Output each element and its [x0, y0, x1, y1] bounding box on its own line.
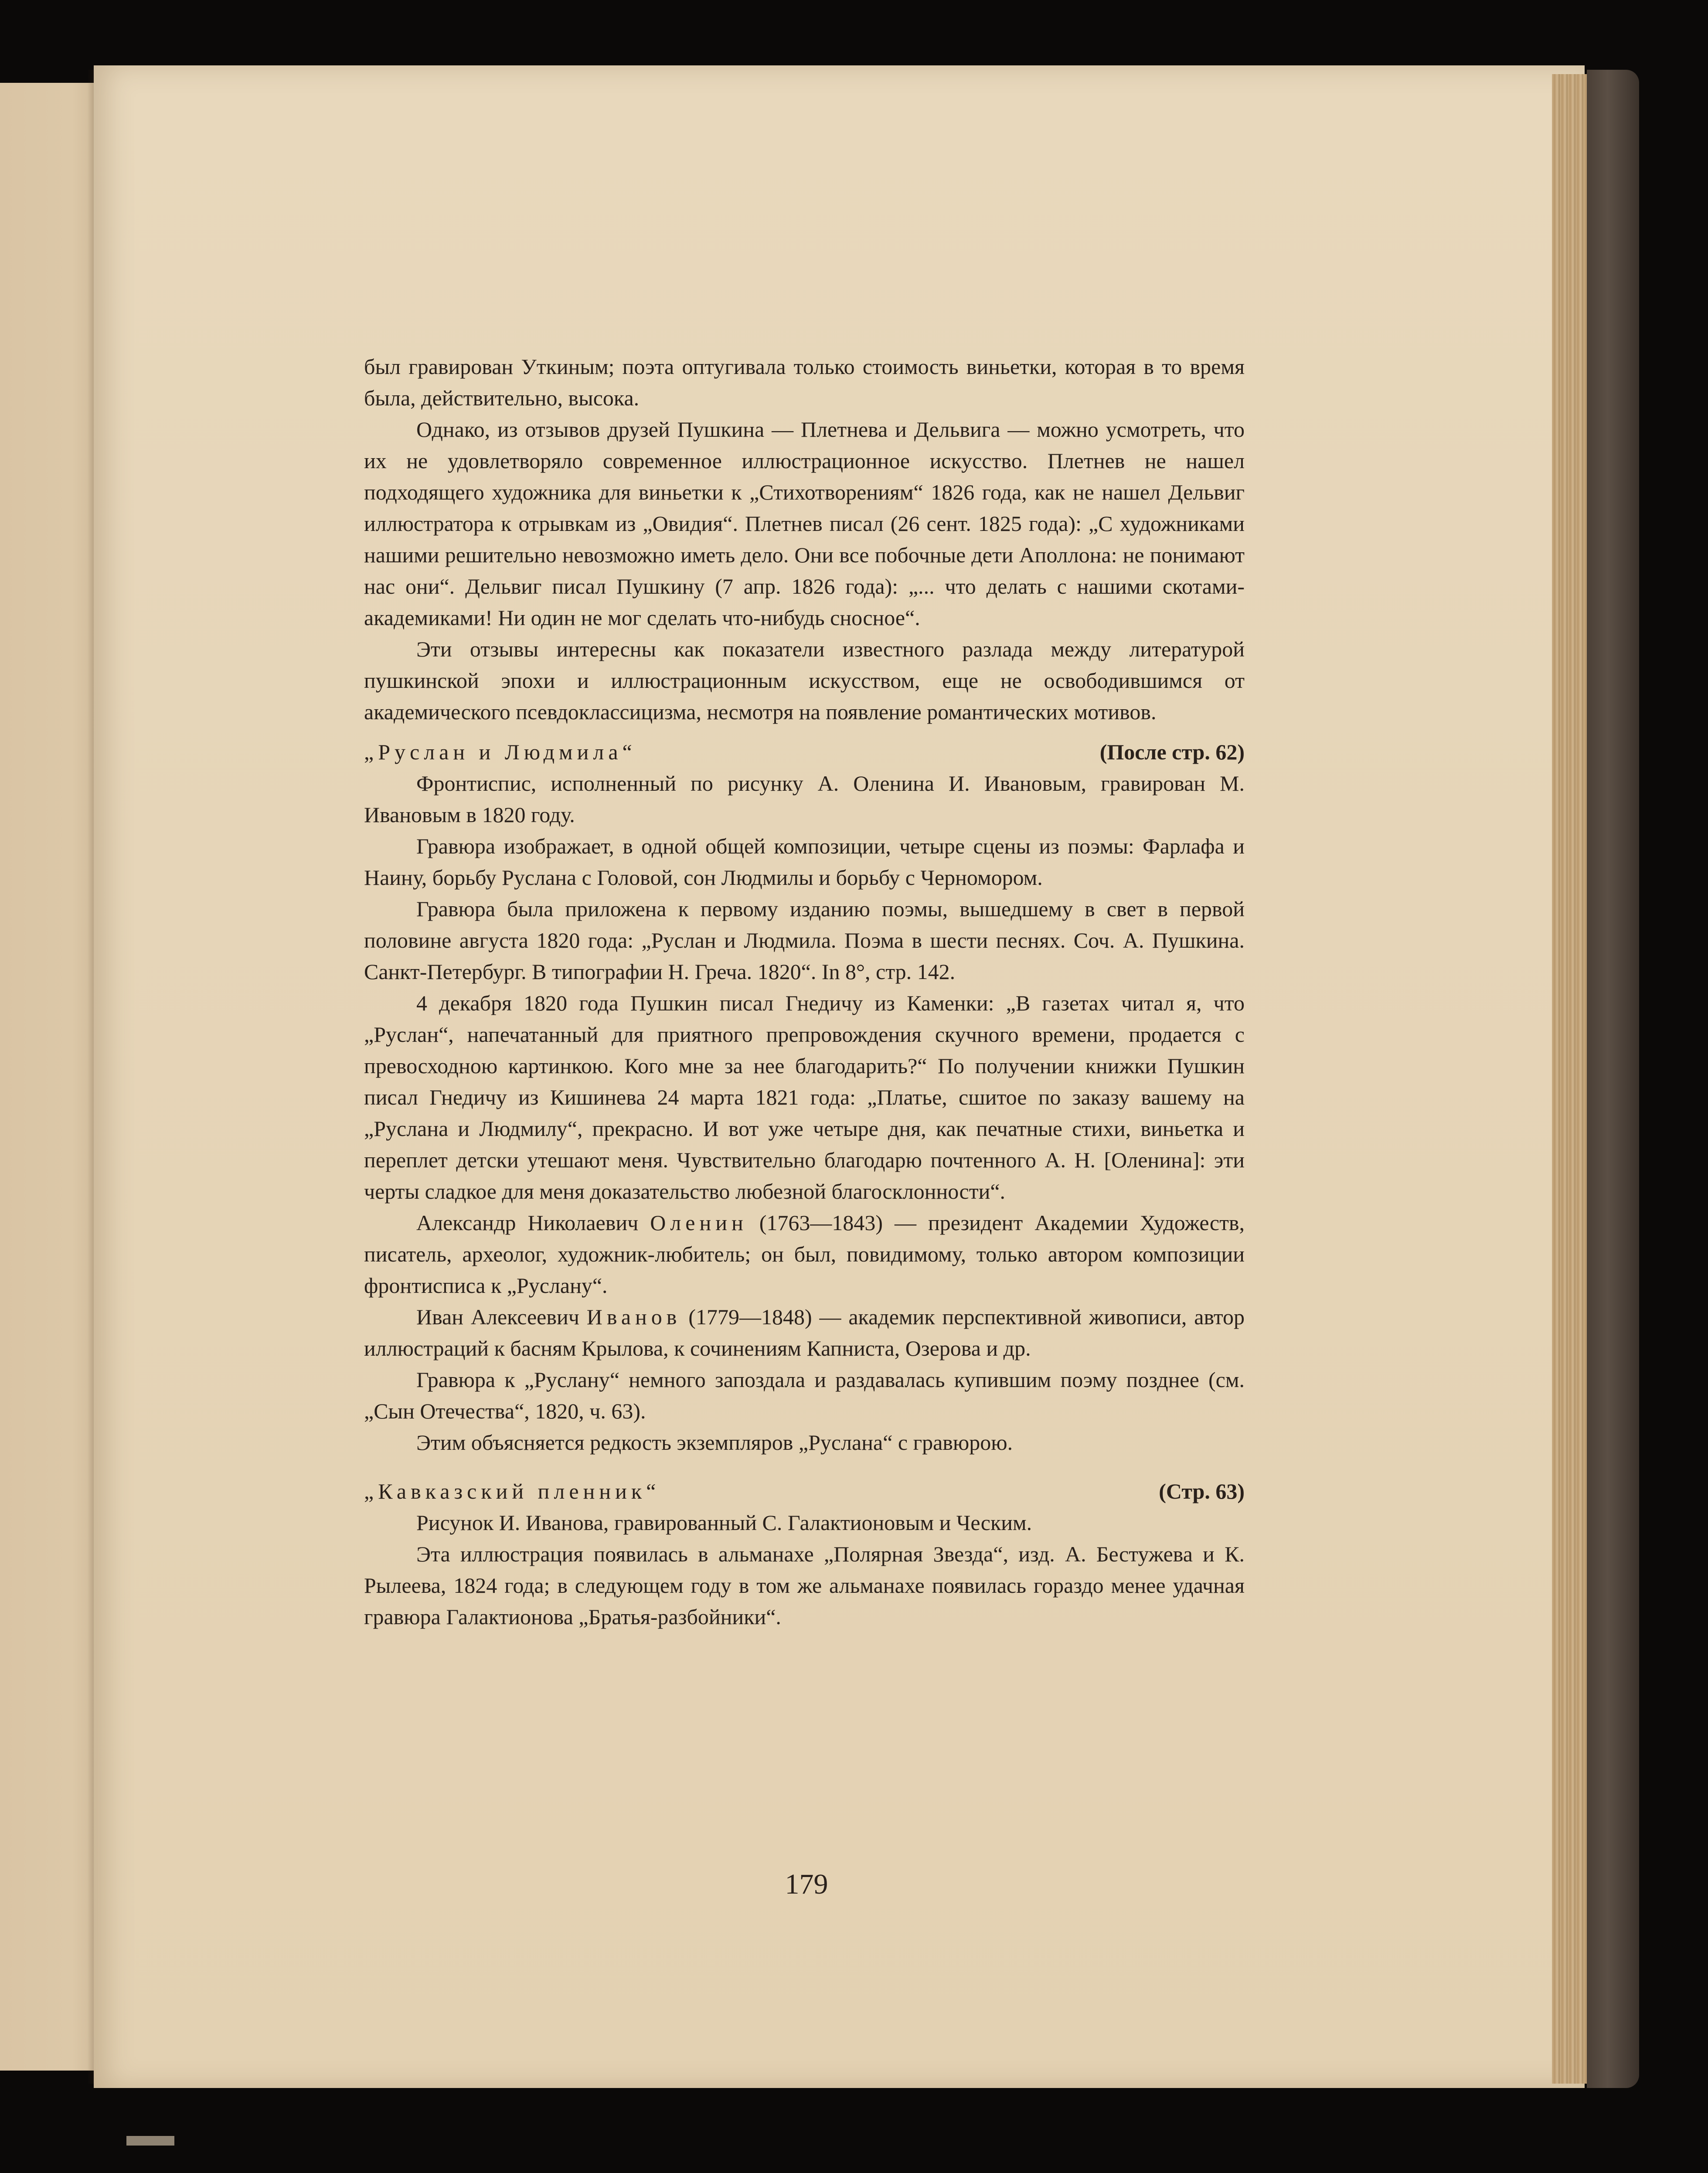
paragraph: Однако, из отзывов друзей Пушкина — Плетнева и Дельвига — можно усмотреть, что их не удовлетворяло современное иллюстрационное искусство. Плетнев не нашел подходящего художника для виньетки к „Стихотворениям“ 1826 года, как не нашел Дельвиг иллюстратора к отрывкам из „Овидия“. Плетнев писал (26 сент. 1825 года): „С художниками нашими решительно невозможно иметь дело. Они все побочные дети Аполлона: не понимают нас они“. Дельвиг писал Пушкину (7 апр. 1826 года): „... что делать с нашими скотами-академиками! Ни один не мог сделать что-нибудь сносное“. [364, 417, 1245, 630]
section-page-ref: (Стр. 63) [1159, 1479, 1245, 1503]
page-number: 179 [785, 1868, 828, 1900]
paragraph: 4 декабря 1820 года Пушкин писал Гнедичу из Каменки: „В газетах читал я, что „Руслан“, напечатанный для приятного препровождения скучного времени, продается с превосходною картинкою. Кого мне за нее благодарить?“ По получении книжки Пушкин писал Гнедичу из Кишинева 24 марта 1821 года: „Платье, сшитое по заказу вашему на „Руслана и Людмилу“, прекрасно. И вот уже четыре дня, как печатные стихи, виньетка и переплет детски утешают меня. Чувствительно благодарю почтенного А. Н. [Оленина]: эти черты сладкое для меня доказательство любезной благосклонности“. [364, 991, 1245, 1204]
paragraph [364, 1301, 1245, 1364]
paragraph: Гравюра была приложена к первому изданию поэмы, вышедшему в свет в первой половине августа 1820 года: „Руслан и Людмила. Поэма в шести песнях. Соч. А. Пушкина. Санкт-Петербург. В типографии Н. Греча. 1820“. In 8°, стр. 142. [364, 897, 1245, 984]
paragraph: Рисунок И. Иванова, гравированный С. Галактионовым и Ческим. [416, 1510, 1032, 1535]
text-run: Иван Алексеевич [416, 1305, 579, 1329]
book-cover-edge [1587, 70, 1639, 2088]
paragraph: Эти отзывы интересны как показатели известного разлада между литературой пушкинской эпохи и иллюстрационным искусством, еще не освободившимся от академического псевдоклассицизма, несмотря на появление романтических мотивов. [364, 637, 1245, 724]
paragraph [364, 1207, 1245, 1301]
section-heading-ruslan [364, 736, 1245, 768]
section-page-ref: (После стр. 62) [1099, 740, 1245, 764]
text-run: (1779—1848) — академик перспективной живописи, автор иллюстраций к басням Крылова, к сочинениям Капниста, Озерова и др. [364, 1305, 1245, 1360]
section-title: „Кавказский пленник“ [364, 1479, 660, 1503]
section-heading-kavkazsky [364, 1476, 1245, 1507]
paragraph: был гравирован Уткиным; поэта оптугивала только стоимость виньетки, которая в то время была, действительно, высока. [364, 354, 1245, 410]
paragraph: Эта иллюстрация появилась в альманахе „Полярная Звезда“, изд. А. Бестужева и К. Рылеева, 1824 года; в следующем году в том же альманахе появилась гораздо менее удачная гравюра Галактионова „Братья-разбойники“. [364, 1542, 1245, 1629]
person-name: Оленин [650, 1211, 748, 1235]
paragraph: Гравюра к „Руслану“ немного запоздала и раздавалась купившим поэму позднее (см. „Сын Отечества“, 1820, ч. 63). [364, 1367, 1245, 1423]
paragraph: Гравюра изображает, в одной общей композиции, четыре сцены из поэмы: Фарлафа и Наину, борьбу Руслана с Головой, сон Людмилы и борьбу с Черномором. [364, 834, 1245, 890]
text-run: Александр Николаевич [416, 1211, 639, 1235]
person-name: Иванов [586, 1305, 681, 1329]
text-run: (1763—1843) — президент Академии Художеств, писатель, археолог, художник-любитель; он был, повидимому, только автором композиции фронтисписа к „Руслану“. [364, 1211, 1245, 1298]
page-text [364, 351, 1245, 1632]
section-title: „Руслан и Людмила“ [364, 740, 636, 764]
paragraph: Этим объясняется редкость экземпляров „Руслана“ с гравюрою. [416, 1430, 1013, 1455]
edge-mark [126, 2136, 174, 2146]
paragraph: Фронтиспис, исполненный по рисунку А. Оленина И. Ивановым, гравирован М. Ивановым в 1820 году. [364, 771, 1245, 827]
